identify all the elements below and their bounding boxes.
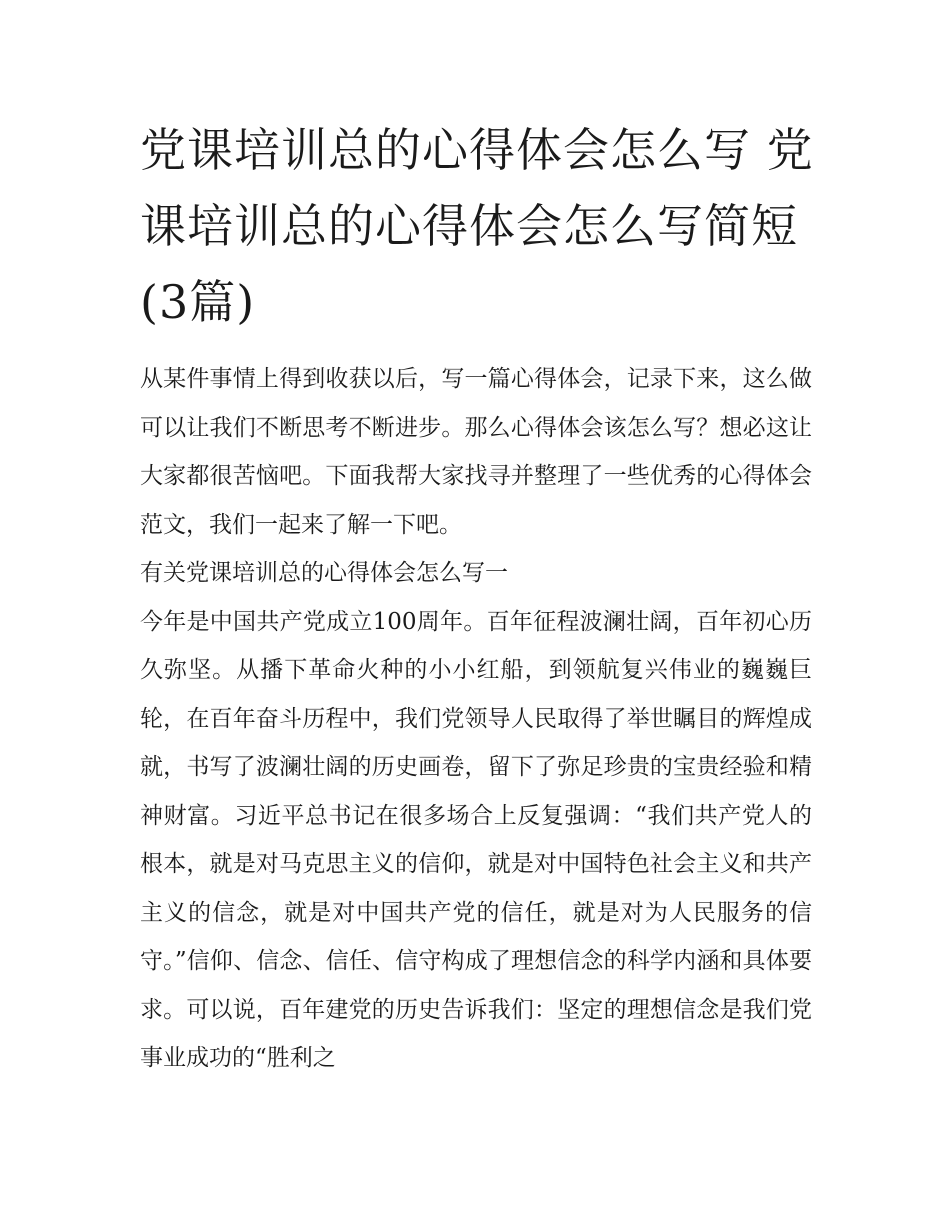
section-heading: 有关党课培训总的心得体会怎么写一 xyxy=(140,560,508,586)
intro-paragraph: 从某件事情上得到收获以后，写一篇心得体会，记录下来，这么做可以让我们不断思考不断进步。那么心得体会该怎么写？想必这让大家都很苦恼吧。下面我帮大家找寻并整理了一些优秀的心得体会范文，我们一起来了解一下吧。 xyxy=(140,366,812,538)
document-title: 党课培训总的心得体会怎么写 党课培训总的心得体会怎么写简短(3篇) xyxy=(140,123,814,329)
body-paragraph: 今年是中国共产党成立100周年。百年征程波澜壮阔，百年初心历久弥坚。从播下革命火种的小小红船，到领航复兴伟业的巍巍巨轮，在百年奋斗历程中，我们党领导人民取得了举世瞩目的辉煌成就，书写了波澜壮阔的历史画卷，留下了弥足珍贵的宝贵经验和精神财富。习近平总书记在很多场合上反复强调：“我们共产党人的根本，就是对马克思主义的信仰，就是对中国特色社会主义和共产主义的信念，就是对中国共产党的信任，就是对为人民服务的信守。”信仰、信念、信任、信守构成了理想信念的科学内涵和具体要求。可以说，百年建党的历史告诉我们：坚定的理想信念是我们党事业成功的“胜利之 xyxy=(140,608,812,1071)
document-body xyxy=(140,355,812,1083)
